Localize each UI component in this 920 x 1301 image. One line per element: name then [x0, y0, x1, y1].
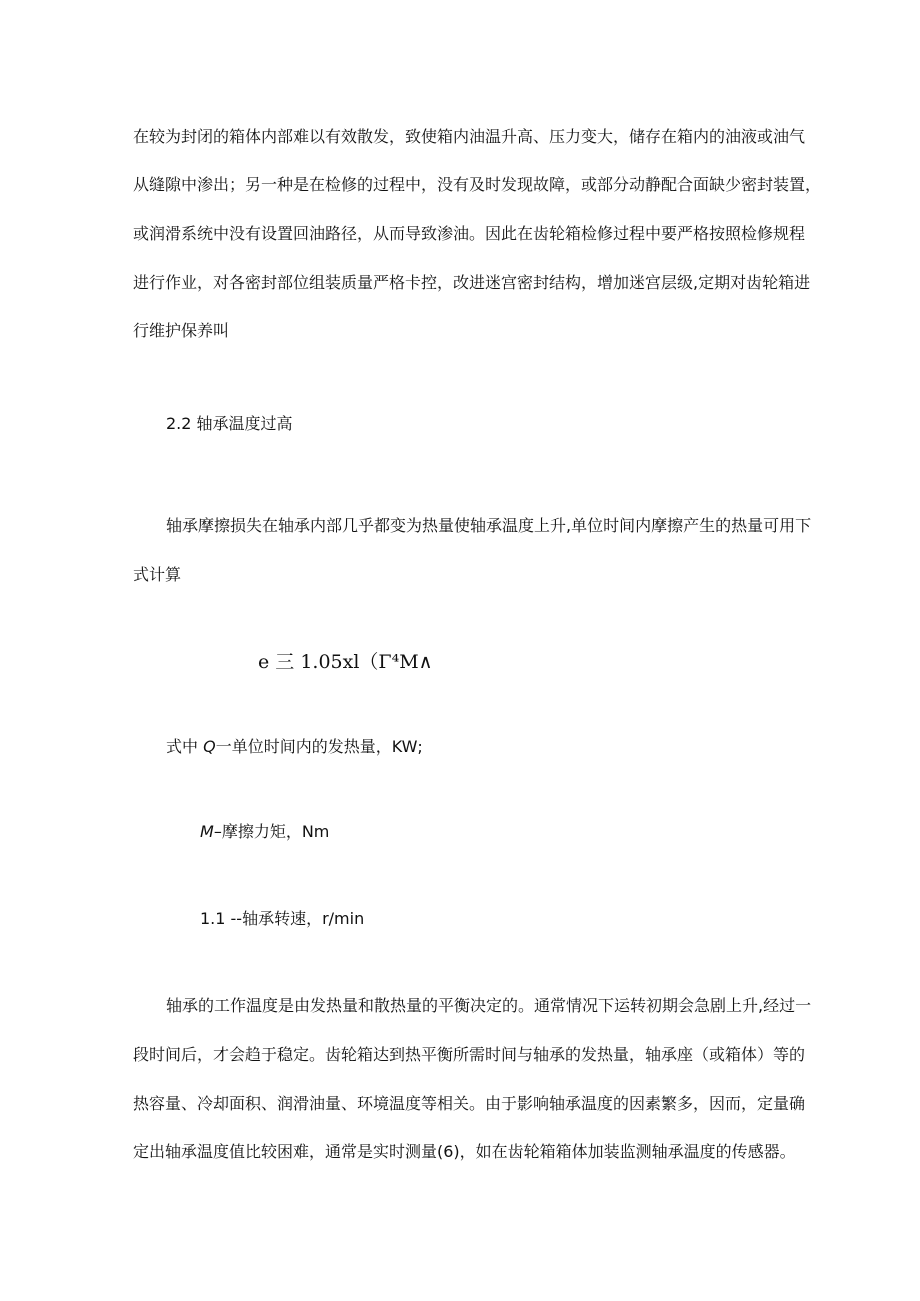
definition-q: [166, 737, 423, 757]
paragraph-1-line-3: 或润滑系统中没有设置回油路径，从而导致渗油。因此在齿轮箱检修过程中要严格按照检修规程: [133, 224, 806, 243]
definition-q-prefix: 式中: [166, 737, 204, 756]
paragraph-1-line-2: 从缝隙中渗出；另一种是在检修的过程中，没有及时发现故障，或部分动静配合面缺少密封装置，: [133, 175, 822, 194]
definition-q-text: 一单位时间内的发热量，KW;: [215, 737, 423, 756]
paragraph-1-line-4: 进行作业，对各密封部位组装质量严格卡控，改进迷宫密封结构，增加迷宫层级,定期对齿轮箱进: [133, 273, 811, 292]
definition-m: [200, 822, 329, 842]
paragraph-3-line-3: 热容量、冷却面积、润滑油量、环境温度等相关。由于影响轴承温度的因素繁多，因而，定量确: [133, 1094, 806, 1113]
definition-m-text: –摩擦力矩，Nm: [213, 822, 330, 841]
paragraph-1-line-5: 行维护保养叫: [133, 321, 230, 340]
paragraph-1-line-1: 在较为封闭的箱体内部难以有效散发，致使箱内油温升高、压力变大，储存在箱内的油液或油气: [133, 127, 806, 146]
paragraph-2-line-2: 式计算: [133, 565, 182, 584]
section-heading: 2.2 轴承温度过高: [166, 414, 293, 433]
paragraph-3-line-2: 段时间后，才会趋于稳定。齿轮箱达到热平衡所需时间与轴承的发热量，轴承座（或箱体）等的: [133, 1045, 806, 1064]
definition-q-symbol: Q: [203, 737, 216, 756]
definition-n: 1.1 --轴承转速，r/min: [200, 909, 365, 928]
heat-formula: e 三 1.05xl（Γ⁴M∧: [258, 651, 433, 673]
paragraph-2-line-1: 轴承摩擦损失在轴承内部几乎都变为热量使轴承温度上升,单位时间内摩擦产生的热量可用下: [166, 516, 812, 535]
paragraph-3-line-4: 定出轴承温度值比较困难，通常是实时测量(6)，如在齿轮箱箱体加装监测轴承温度的传感器。: [133, 1142, 796, 1161]
definition-m-symbol: M: [200, 822, 214, 841]
paragraph-3-line-1: 轴承的工作温度是由发热量和散热量的平衡决定的。通常情况下运转初期会急剧上升,经过一: [166, 996, 812, 1015]
